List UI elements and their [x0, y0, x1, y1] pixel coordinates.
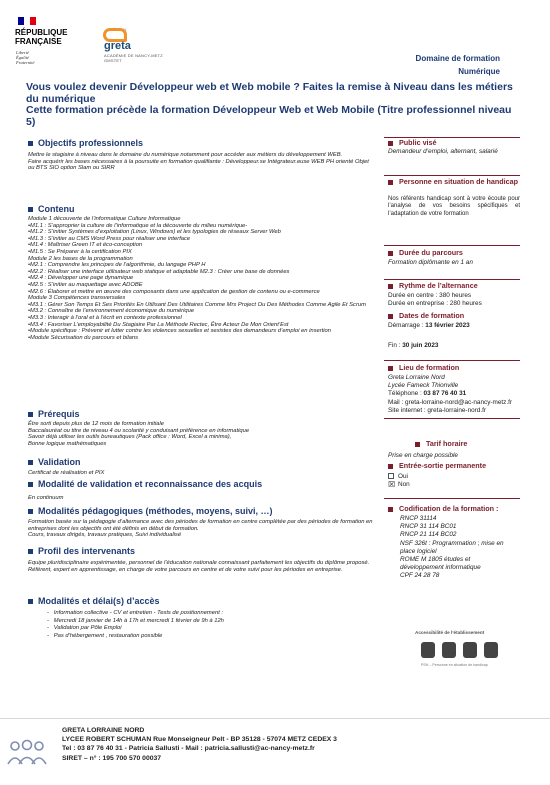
- section-modalites-pedagogiques: [28, 506, 273, 516]
- validation-text: [28, 470, 378, 477]
- bullet-square-icon: [28, 482, 33, 487]
- codif-line: NSF 326t : Programmation ; mise en place logiciel: [400, 539, 504, 555]
- bullet-square-icon: [28, 141, 33, 146]
- visual-disability-icon: [442, 642, 456, 658]
- rythme-centre: Durée en centre : 380 heures: [388, 292, 472, 299]
- codif-title: [388, 505, 523, 513]
- accessibility-caption: PSH – Personne en situation de handicap: [421, 663, 488, 667]
- contenu-line: •M1.5 : Se Préparer à la certification PIX: [28, 248, 132, 255]
- bullet-square-icon: [415, 442, 420, 447]
- duree-text: Formation diplômante en 1 an: [388, 259, 473, 266]
- tarif-title: [415, 440, 550, 448]
- lieu-greta: Greta Lorraine Nord: [388, 374, 445, 381]
- section-modalites-validation: [28, 479, 262, 489]
- entree-options: [388, 473, 520, 489]
- section-contenu: [28, 204, 75, 214]
- dates-start-label: Démarrage :: [388, 322, 426, 329]
- validation-line: Certificat de réalisation et PIX: [28, 470, 105, 476]
- objectifs-line: Mettre le stagiaire à niveau dans le domaine du numérique notamment pour accéder aux métiers du développement WEB.: [28, 152, 343, 158]
- modalites-pedago-text: [28, 519, 378, 539]
- contenu-text: [28, 216, 378, 341]
- modalites-validation-title: Modalité de validation et reconnaissance des acquis: [38, 479, 263, 489]
- rythme-title: [388, 282, 523, 290]
- entree-title-text: Entrée-sortie permanente: [399, 461, 487, 470]
- accessibility-icons: [421, 642, 498, 658]
- contenu-title: Contenu: [38, 204, 75, 214]
- dates-title-text: Dates de formation: [399, 311, 465, 320]
- contenu-line: •M3.2 : Connaître de l’environnement économique du numérique: [28, 308, 195, 315]
- profil-title: Profil des intervenants: [38, 546, 136, 556]
- divider: [384, 279, 520, 280]
- acces-item-text: Mercredi 18 janvier de 14h à 17h et mercredi 1 février de 9h à 12h: [53, 617, 224, 624]
- contenu-line: Module 3 Compétences transversales: [28, 295, 126, 302]
- greta-sub1: ACADÉMIE DE NANCY-METZ: [104, 53, 163, 58]
- acces-item: - Mercredi 18 janvier de 14h à 17h et mercredi 1 février de 9h à 12h: [47, 617, 224, 624]
- title-line1: Vous voulez devenir Développeur web et Web mobile ? Faites la remise à Niveau dans les métiers du numérique: [26, 81, 513, 105]
- wheelchair-icon: [484, 642, 498, 658]
- handicap-title-text: Personne en situation de handicap: [399, 177, 519, 186]
- acces-item: - Pas d’hébergement , restauration possible: [47, 632, 163, 639]
- lieu-title-text: Lieu de formation: [399, 363, 460, 372]
- contenu-line: •M2.2 : Réaliser une interface utilisateur web statique et adaptable M2.3 : Créer une base de données: [28, 268, 290, 275]
- rythme-text: [388, 292, 520, 308]
- codif-title-text: Codification de la formation :: [399, 504, 499, 513]
- footer-siret: SIRET – n° : 195 700 570 00037: [62, 754, 162, 762]
- dates-end: [388, 342, 520, 350]
- lieu-mail[interactable]: Mail : greta-lorraine-nord@ac-nancy-metz.fr: [388, 398, 513, 406]
- checkbox-non[interactable]: ☒: [388, 479, 396, 489]
- public-text: Demandeur d’emploi, alternant, salarié: [388, 148, 498, 155]
- contenu-line: •M1.3 : S’initier au CMS Word Press pour réaliser une interface: [28, 235, 191, 242]
- title-line2: Cette formation précède la formation Développeur Web et Web Mobile (Titre professionnel niveau 5): [26, 104, 512, 128]
- prerequis-line: Baccalauréat ou titre de niveau 4 ou scolarité y conduisant préférence en informatique: [28, 427, 250, 434]
- contenu-line: •M3.4 : Favoriser L’employabilité Du Stagiaire Par La Méthode Rectec, Être Acteur De Mon Orient’Est: [28, 321, 289, 328]
- entree-non-label: Non: [398, 481, 410, 489]
- acces-item: - Information collective - CV et entretien - Tests de positionnement :: [47, 610, 224, 616]
- dates-title: [388, 312, 523, 320]
- rythme-entreprise: Durée en entreprise : 280 heures: [388, 300, 482, 308]
- handicap-text: Nos référents handicap sont à votre écoute pour l’analyse de vos besoins spécifiques et l’adaptation de votre formation: [388, 196, 520, 217]
- codif-line: RNCP 31114: [400, 515, 437, 522]
- divider: [384, 245, 520, 246]
- modalites-pedago-line: Formation basée sur la pédagogie d’alternance avec des périodes de formation en centre complétée par des périodes de formation en entreprises dont les objectifs ont été définis en début de formation.: [28, 519, 373, 532]
- contenu-line: •M2.6 : Élaborer et mettre en œuvre des composants dans une application de gestion de contenu ou e-commerce: [28, 288, 320, 295]
- acces-title: Modalités et délai(s) d’accès: [38, 596, 160, 606]
- bullet-square-icon: [28, 549, 33, 554]
- footer-address: [62, 726, 337, 763]
- section-acces: [28, 596, 160, 606]
- greta-sub2: GMSTET: [104, 58, 122, 63]
- modalites-pedago-title: Modalités pédagogiques (méthodes, moyens, suivi, …): [38, 506, 273, 516]
- rythme-title-text: Rythme de l’alternance: [399, 281, 478, 290]
- contenu-line: •M1.1 : S’approprier la culture de l’informatique et la découverte du milieu numérique-: [28, 222, 248, 229]
- entree-oui[interactable]: [388, 473, 520, 481]
- contenu-line: •Module Sécurisation du parcours et bilans: [28, 334, 138, 341]
- greta-logo-text: greta: [104, 40, 131, 52]
- checkbox-oui[interactable]: [388, 473, 394, 479]
- codif-line: RNCP 31 114 BC01: [400, 523, 457, 531]
- footer-divider: [0, 718, 550, 719]
- mental-disability-icon: [421, 642, 435, 658]
- bullet-square-icon: [388, 141, 393, 146]
- lieu-tel-value: 03 87 76 40 31: [423, 390, 467, 398]
- marianne-logo: [18, 17, 36, 25]
- acces-list: [47, 610, 367, 640]
- bullet-square-icon: [388, 180, 393, 185]
- modalites-validation-line: En continuum: [28, 495, 64, 501]
- public-title: [388, 139, 523, 147]
- codif-line: ROME M 1805 études et développement informatique: [400, 556, 481, 572]
- contenu-line: •M3.1 : Gérer Son Temps Et Ses Priorités En Utilisant Des Utilitaires Comme Mrs Project Ou Des Méthodes Comme Agile Et Scrum: [28, 301, 366, 308]
- tarif-text: Prise en charge possible: [388, 452, 458, 459]
- greta-subtitle: [104, 53, 163, 63]
- domaine-value: Numérique: [458, 67, 500, 76]
- bullet-square-icon: [388, 284, 393, 289]
- profil-text: [28, 560, 378, 573]
- bullet-square-icon: [28, 460, 33, 465]
- contenu-line: •M1.4 : Maîtriser Green IT et éco-conception: [28, 242, 143, 249]
- devise-liberte: Liberté: [16, 50, 29, 55]
- footer-address-line: LYCEE ROBERT SCHUMAN Rue Monseigneur Pelt - BP 35128 - 57074 METZ CEDEX 3: [62, 736, 337, 744]
- bullet-square-icon: [388, 366, 393, 371]
- bullet-square-icon: [388, 251, 393, 256]
- lieu-title: [388, 364, 523, 372]
- bullet-square-icon: [28, 207, 33, 212]
- hearing-disability-icon: [463, 642, 477, 658]
- objectifs-line: Faire acquérir les bases nécessaires à la poursuite en formation qualifiante : Développeur.se Intégrateur.euse WEB PH orienté Objet ou BTS SIO option Slam ou SIRR: [28, 158, 369, 172]
- dates-start-value: 13 février 2023: [425, 322, 470, 329]
- divider: [384, 418, 520, 419]
- republique-francaise-logo: [15, 28, 67, 46]
- acces-item: - Validation par Pôle Emploi: [47, 625, 122, 632]
- devise-fraternite: Fraternité: [16, 60, 35, 65]
- domaine-label: Domaine de formation: [415, 54, 500, 63]
- codif-line: RNCP 21 114 BC02: [400, 531, 457, 539]
- lieu-tel: [388, 390, 520, 398]
- validation-title: Validation: [38, 457, 81, 467]
- bullet-square-icon: [28, 509, 33, 514]
- bullet-square-icon: [28, 412, 33, 417]
- lieu-lycee: Lycée Fameck Thionville: [388, 382, 459, 390]
- modalites-validation-text: [28, 495, 378, 502]
- rf-line1: RÉPUBLIQUE: [15, 28, 68, 37]
- lieu-site[interactable]: Site internet : greta-lorraine-nord.fr: [388, 406, 487, 414]
- modalites-pedago-line: Cours, travaux dirigés, travaux pratiques, Suivi individualisé: [28, 532, 182, 539]
- contenu-line: Module 1 découverte de l’informatique Culture Informatique: [28, 216, 181, 222]
- entree-title: [388, 462, 523, 470]
- acces-item-text: Validation par Pôle Emploi: [53, 625, 122, 632]
- contenu-line: •Module spécifique : Prévenir et lutter contre les violences sexuelles et sexistes des demandeurs d’emploi en insertion: [28, 328, 331, 335]
- profil-line: Equipe pluridisciplinaire expérimentée, personnel de l’éducation nationale connaissant parfaitement les objectifs du diplôme proposé.: [28, 560, 370, 566]
- contenu-line: •M2.4 : Développer une page dynamique: [28, 275, 134, 282]
- contenu-line: Module 2 les bases de la programmation: [28, 255, 133, 262]
- lieu-tel-label: Téléphone :: [388, 390, 424, 398]
- section-prerequis: [28, 409, 80, 419]
- section-profil: [28, 546, 135, 556]
- bullet-square-icon: [388, 464, 393, 469]
- objectifs-text: [28, 152, 373, 172]
- bullet-square-icon: [388, 507, 393, 512]
- codif-text: [400, 515, 515, 581]
- prerequis-line: Bonne logique mathématiques: [28, 440, 107, 447]
- entree-non[interactable]: [388, 481, 520, 489]
- prerequis-line: Savoir déjà utiliser les outils bureautiques (Pack office : Word, Excel a minima),: [28, 434, 232, 441]
- bullet-square-icon: [388, 314, 393, 319]
- public-title-text: Public visé: [399, 138, 437, 147]
- devise: [16, 50, 35, 65]
- devise-egalite: Égalité: [16, 55, 29, 60]
- contenu-line: •M3.3 : Interagir à l’oral et à l’écrit en contexte professionnel: [28, 314, 182, 321]
- accessibility-title: Accessibilité de l’établissement: [415, 630, 485, 635]
- footer-contact: Tel : 03 87 76 40 31 - Patricia Sallusti - Mail : patricia.sallusti@ac-nancy-metz.fr: [62, 745, 315, 753]
- rf-line2: FRANÇAISE: [15, 37, 62, 46]
- acces-item-text: Pas d’hébergement , restauration possible: [53, 632, 163, 639]
- lieu-text: [388, 374, 520, 415]
- codif-line: CPF 24 28 78: [400, 572, 440, 580]
- contenu-line: •M2.1 : Comprendre les principes de l’algorithmie, du langage PHP H: [28, 262, 206, 269]
- duree-title-text: Durée du parcours: [399, 248, 463, 257]
- prerequis-text: [28, 421, 378, 447]
- contenu-line: •M2.5 : S’initier au maquettage avec ADOBE: [28, 281, 143, 288]
- dates-end-value: 30 juin 2023: [402, 342, 439, 349]
- dates-start: [388, 322, 520, 330]
- greta-reseau-label: RÉSEAU: [110, 27, 127, 32]
- acces-item-text: Information collective - CV et entretien - Tests de positionnement :: [53, 610, 224, 616]
- tarif-title-text: Tarif horaire: [426, 439, 468, 448]
- contenu-line: •M1.2 : S’initier Systèmes d’exploitation (Linux, Windows) et les typologies de réseaux Server Web: [28, 229, 281, 236]
- objectifs-title: Objectifs professionnels: [38, 138, 144, 148]
- entree-oui-label: Oui: [398, 473, 408, 480]
- duree-title: [388, 249, 523, 257]
- people-group-icon: [6, 736, 48, 772]
- divider: [384, 175, 520, 176]
- dates-end-label: Fin :: [388, 342, 403, 349]
- divider: [384, 498, 520, 499]
- bullet-square-icon: [28, 599, 33, 604]
- page-title: [26, 82, 516, 128]
- prerequis-line: Être sorti depuis plus de 12 mois de formation initiale: [28, 421, 164, 427]
- divider: [384, 360, 520, 361]
- prerequis-title: Prérequis: [38, 409, 80, 419]
- section-validation: [28, 457, 81, 467]
- footer-org: GRETA LORRAINE NORD: [62, 727, 145, 734]
- section-objectifs: [28, 138, 143, 148]
- handicap-title: [388, 178, 523, 186]
- profil-line: Référent, expert en apprentissage, en charge de votre parcours en centre et de votre suivi pour les périodes en entreprise.: [28, 566, 343, 573]
- domaine-formation: [416, 52, 500, 78]
